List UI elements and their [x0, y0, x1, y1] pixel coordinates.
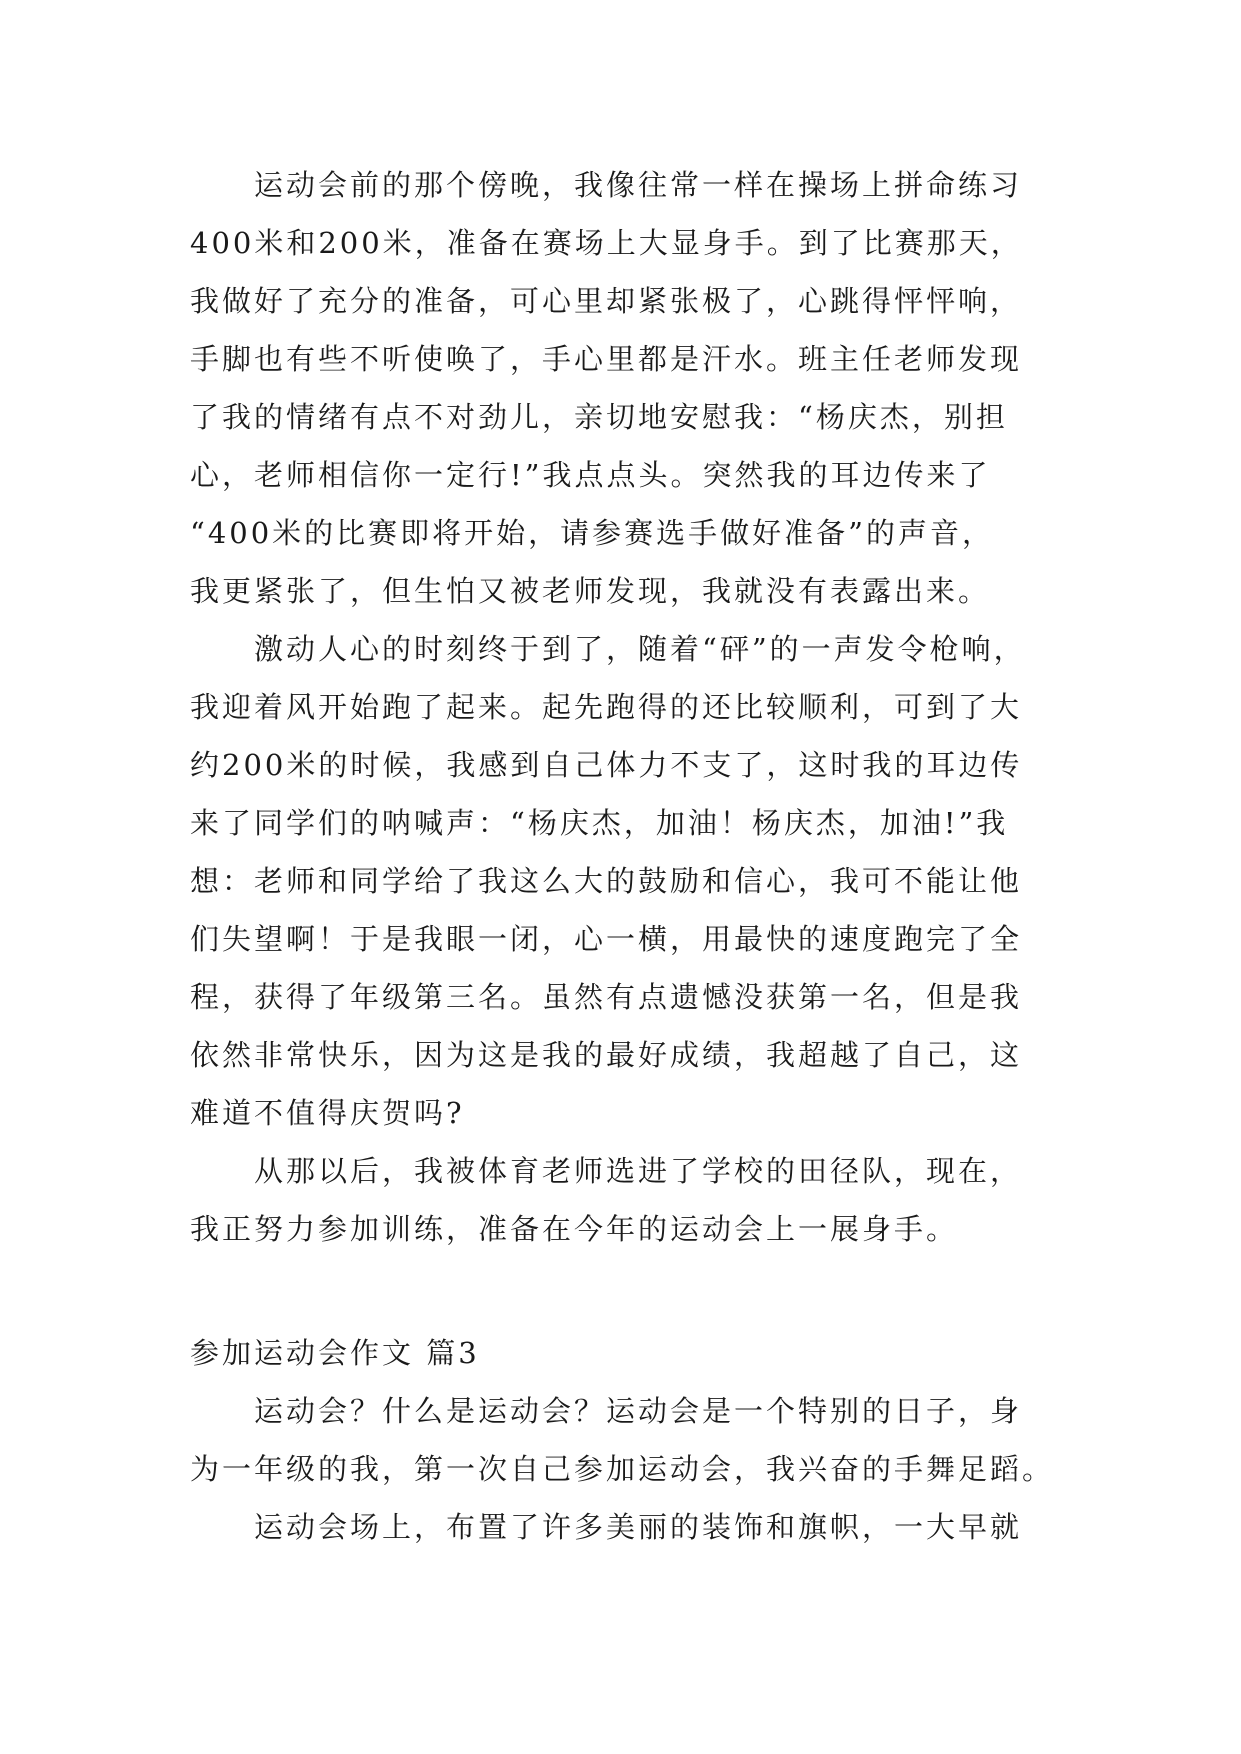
paragraph — [190, 1382, 1055, 1498]
text-line: 运动会？什么是运动会？运动会是一个特别的日子，身 — [254, 1394, 1023, 1428]
text-line: 我迎着风开始跑了起来。起先跑得的还比较顺利，可到了大 — [190, 690, 1023, 724]
paragraph — [190, 156, 1050, 620]
text-line: 想：老师和同学给了我这么大的鼓励和信心，我可不能让他 — [190, 864, 1023, 898]
text-line: 约200米的时候，我感到自己体力不支了，这时我的耳边传 — [190, 748, 1023, 782]
text-line: 来了同学们的呐喊声：“杨庆杰，加油！杨庆杰，加油!”我 — [190, 806, 1009, 840]
text-line: 了我的情绪有点不对劲儿，亲切地安慰我：“杨庆杰，别担 — [190, 400, 1008, 434]
paragraph — [190, 1142, 1050, 1258]
paragraph — [190, 620, 1050, 1142]
text-line: 400米和200米，准备在赛场上大显身手。到了比赛那天， — [190, 226, 1023, 260]
text-line: 程，获得了年级第三名。虽然有点遗憾没获第一名，但是我 — [190, 980, 1023, 1014]
text-line: 们失望啊！于是我眼一闭，心一横，用最快的速度跑完了全 — [190, 922, 1023, 956]
text-line: 难道不值得庆贺吗? — [190, 1096, 465, 1130]
text-line: 从那以后，我被体育老师选进了学校的田径队，现在， — [254, 1154, 1023, 1188]
text-line: 运动会场上，布置了许多美丽的装饰和旗帜，一大早就 — [254, 1510, 1023, 1544]
text-line: 我正努力参加训练，准备在今年的运动会上一展身手。 — [190, 1212, 959, 1246]
text-line: 我更紧张了，但生怕又被老师发现，我就没有表露出来。 — [190, 574, 991, 608]
text-line: 激动人心的时刻终于到了，随着“砰”的一声发令枪响， — [254, 632, 1026, 666]
essay-section-one — [190, 156, 1050, 1258]
text-line: 运动会前的那个傍晚，我像往常一样在操场上拼命练习 — [254, 168, 1023, 202]
essay-section-two — [190, 1324, 1055, 1556]
text-line: 依然非常快乐，因为这是我的最好成绩，我超越了自己，这 — [190, 1038, 1023, 1072]
text-line: 我做好了充分的准备，可心里却紧张极了，心跳得怦怦响， — [190, 284, 1023, 318]
text-line: 手脚也有些不听使唤了，手心里都是汗水。班主任老师发现 — [190, 342, 1023, 376]
section-heading: 参加运动会作文 篇3 — [190, 1336, 480, 1370]
text-line: 心，老师相信你一定行!”我点点头。突然我的耳边传来了 — [190, 458, 991, 492]
paragraph — [190, 1498, 1050, 1556]
text-line: 为一年级的我，第一次自己参加运动会，我兴奋的手舞足蹈。 — [190, 1452, 1055, 1486]
text-line: “400米的比赛即将开始，请参赛选手做好准备”的声音， — [190, 516, 995, 550]
